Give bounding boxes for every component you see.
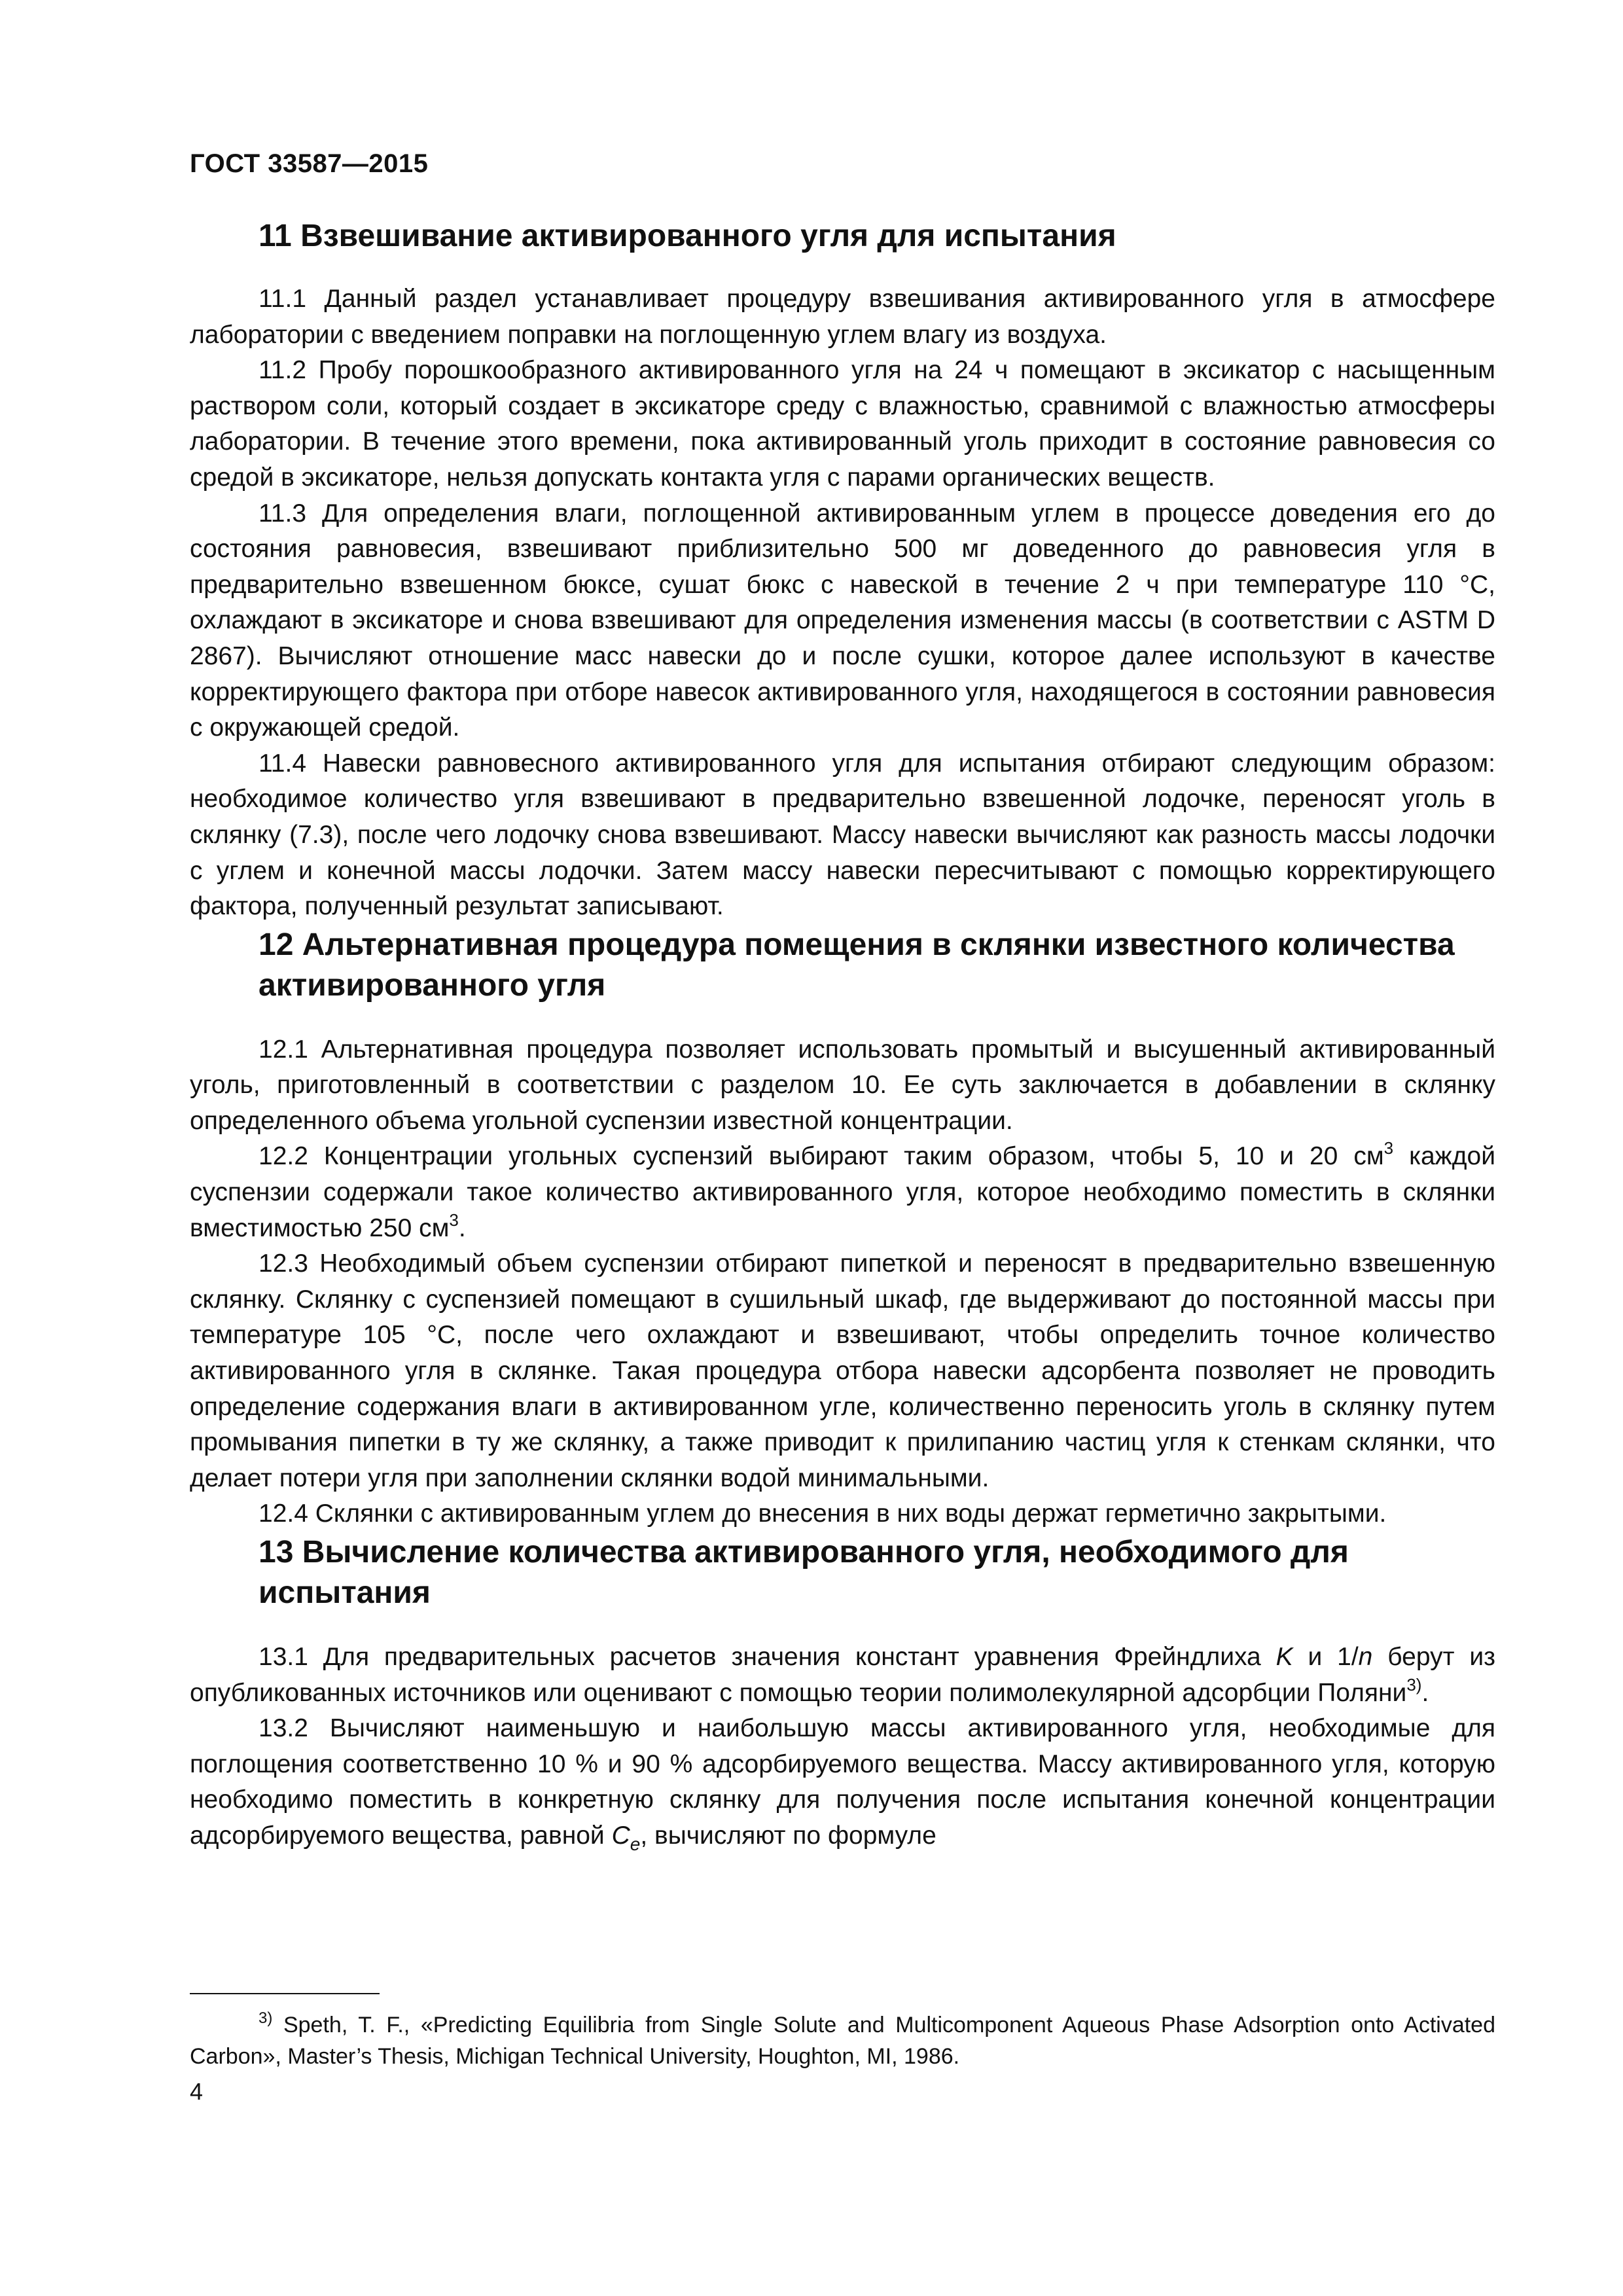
section-13-title: 13 Вычисление количества активированного угля, необходимого для испытания: [259, 1535, 1349, 1610]
cubic-superscript-2: 3: [449, 1210, 459, 1230]
paragraph-12-2-part-b: каждой суспензии содержали такое количество активированного угля, которое необходимо поместить в склянки вместимостью 250 см: [190, 1142, 1496, 1242]
section-12-body: [190, 1032, 1495, 1532]
cubic-superscript-1: 3: [1383, 1138, 1394, 1158]
paragraph-12-2-part-c: .: [458, 1213, 466, 1242]
document-body: [190, 216, 1495, 1854]
section-11-body: [190, 281, 1495, 925]
variable-K: K: [1275, 1643, 1293, 1671]
footnote-text: Speth, T. F., «Predicting Equilibria from Single Solute and Multicomponent Aqueous Phase Adsorption onto Activated Carbon», Master’s Thesis, Michigan Technical University, Houghton, MI, 1986.: [190, 2013, 1495, 2069]
paragraph-11-1: 11.1 Данный раздел устанавливает процедуру взвешивания активированного угля в атмосфере лаборатории с введением поправки на поглощенную углем влагу из воздуха.: [190, 285, 1495, 349]
section-13-body: [190, 1640, 1495, 1854]
paragraph-12-3: 12.3 Необходимый объем суспензии отбирают пипеткой и переносят в предварительно взвешенную склянку. Склянку с суспензией помещают в сушильный шкаф, где выдерживают до постоянной массы при температуре 105 °С, после чего охлаждают и взвешивают, чтобы определить точное количество активированного угля в склянке. Такая процедура отбора навески адсорбента позволяет не проводить определение содержания влаги в активированном угле, количественно переносить уголь в склянку путем промывания пипетки в ту же склянку, а также приводит к прилипанию частиц угля к стенкам склянки, что делает потери угля при заполнении склянки водой минимальными.: [190, 1249, 1495, 1492]
paragraph-12-4: 12.4 Склянки с активированным углем до внесения в них воды держат герметично закрытыми.: [259, 1499, 1387, 1528]
paragraph-12-1: 12.1 Альтернативная процедура позволяет использовать промытый и высушенный активированный уголь, приготовленный в соответствии с разделом 10. Ее суть заключается в добавлении в склянку определенного объема угольной суспензии известной концентрации.: [190, 1035, 1495, 1135]
variable-n: n: [1358, 1643, 1373, 1671]
variable-C-subscript-e: e: [630, 1833, 641, 1854]
paragraph-13-1-part-a: 13.1 Для предварительных расчетов значения констант уравнения Фрейндлиха: [259, 1643, 1276, 1671]
page-number: 4: [190, 2078, 204, 2105]
paragraph-11-3: 11.3 Для определения влаги, поглощенной активированным углем в процессе доведения его до состояния равновесия, взвешивают приблизительно 500 мг доведенного до равновесия угля в предварительно взвешенном бюксе, сушат бюкс с навеской в течение 2 ч при температуре 110 °С, охлаждают в эксикаторе и снова взвешивают для определения изменения массы (в соответствии с ASTM D 2867). Вычисляют отношение масс навески до и после сушки, которое далее используют в качестве корректирующего фактора при отборе навесок активированного угля, находящегося в состоянии равновесия с окружающей средой.: [190, 499, 1495, 742]
paragraph-11-2: 11.2 Пробу порошкообразного активированного угля на 24 ч помещают в эксикатор с насыщенным раствором соли, который создает в эксикаторе среду с влажностью, сравнимой с влажностью атмосферы лаборатории. В течение этого времени, пока активированный уголь приходит в состояние равновесия со средой в эксикаторе, нельзя допускать контакта угля с парами органических веществ.: [190, 356, 1495, 492]
footnote-3: [190, 2009, 1495, 2072]
section-11-title: 11 Взвешивание активированного угля для испытания: [259, 219, 1116, 253]
paragraph-12-2: [190, 1139, 1495, 1246]
paragraph-12-2-part-a: 12.2 Концентрации угольных суспензий выбирают таким образом, чтобы 5, 10 и 20 см: [259, 1142, 1384, 1171]
section-12-title: 12 Альтернативная процедура помещения в склянки известного количества активированного угля: [259, 927, 1455, 1003]
paragraph-13-1-part-c: берут из опубликованных источников или оценивают с помощью теории полимолекулярной адсорбции Поляни: [190, 1643, 1495, 1707]
paragraph-11-4: 11.4 Навески равновесного активированного угля для испытания отбирают следующим образом: необходимое количество угля взвешивают в предварительно взвешенной лодочке, переносят уголь в склянку (7.3), после чего лодочку снова взвешивают. Массу навески вычисляют как разность массы лодочки с углем и конечной массы лодочки. Затем массу навески пересчитывают с помощью корректирующего фактора, полученный результат записывают.: [190, 749, 1495, 921]
paragraph-13-2: [190, 1711, 1495, 1854]
paragraph-13-2-part-a: 13.2 Вычисляют наименьшую и наибольшую массы активированного угля, необходимые для поглощения соответственно 10 % и 90 % адсорбируемого вещества. Массу активированного угля, которую необходимо поместить в конкретную склянку для получения после испытания конечной концентрации адсорбируемого вещества, равной: [190, 1714, 1495, 1850]
paragraph-13-2-part-b: , вычисляют по формуле: [640, 1821, 936, 1850]
variable-C: C: [611, 1821, 630, 1850]
paragraph-13-1-part-b: и 1/: [1293, 1643, 1359, 1671]
footnote-marker: 3): [259, 2009, 273, 2027]
footnote-reference-3[interactable]: 3): [1406, 1674, 1422, 1695]
document-code-header: ГОСТ 33587—2015: [190, 149, 429, 178]
paragraph-13-1: [190, 1640, 1495, 1711]
footnote-separator: [190, 1993, 380, 1994]
paragraph-13-1-part-d: .: [1421, 1678, 1429, 1707]
